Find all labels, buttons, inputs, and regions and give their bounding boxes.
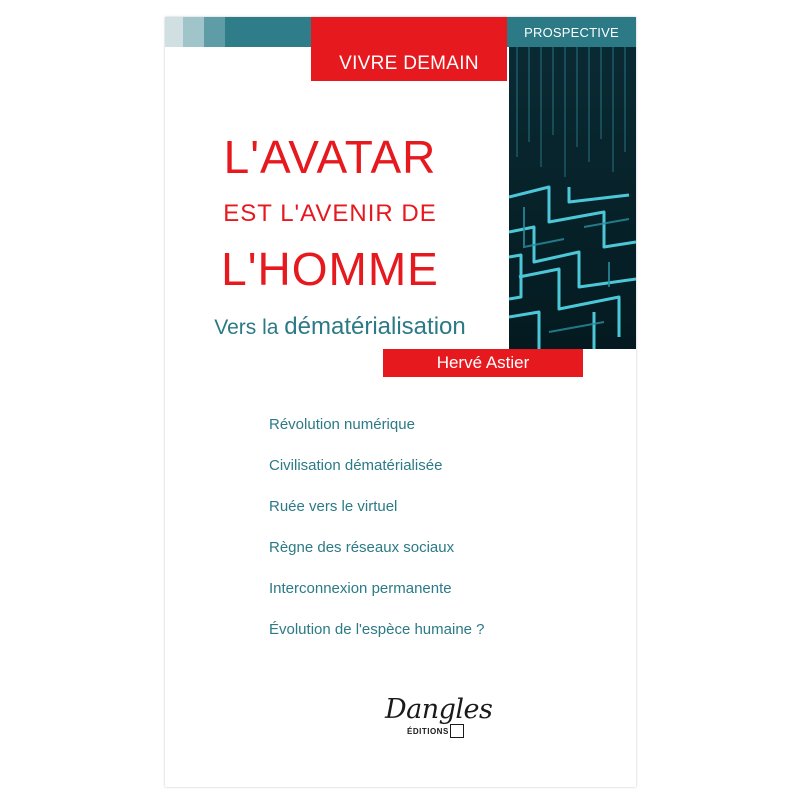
theme-item: Interconnexion permanente: [269, 580, 452, 597]
theme-item: Règne des réseaux sociaux: [269, 539, 455, 556]
title-line-2: EST L'AVENIR DE: [223, 200, 437, 227]
collection-banner: [507, 17, 636, 47]
publisher-logo: [385, 694, 495, 742]
theme-item: Révolution numérique: [269, 416, 415, 433]
theme-list: [269, 415, 485, 661]
subtitle-lead: Vers la: [214, 316, 279, 339]
author-name: Hervé Astier: [436, 353, 530, 372]
subtitle: [165, 313, 515, 341]
circuit-artwork: [509, 47, 636, 349]
series-label: VIVRE DEMAIN: [339, 53, 479, 74]
circuit-lines-graphic: [509, 47, 636, 349]
theme-item: Évolution de l'espèce humaine ?: [269, 621, 485, 638]
title-line-1: L'AVATAR: [223, 131, 437, 183]
top-color-strip: [165, 17, 315, 47]
publisher-name: Dangles: [385, 694, 493, 725]
subtitle-strong: dématérialisation: [284, 313, 466, 340]
book-cover: [165, 17, 636, 787]
theme-item: Ruée vers le virtuel: [269, 498, 398, 515]
publisher-subtitle: ÉDITIONS: [407, 727, 449, 736]
collection-label: PROSPECTIVE: [524, 24, 619, 40]
title-line-3: L'HOMME: [221, 243, 439, 295]
theme-item: Civilisation dématérialisée: [269, 457, 443, 474]
publisher-mark-icon: [450, 724, 464, 738]
series-banner: [311, 17, 507, 81]
author-banner: [383, 349, 583, 377]
